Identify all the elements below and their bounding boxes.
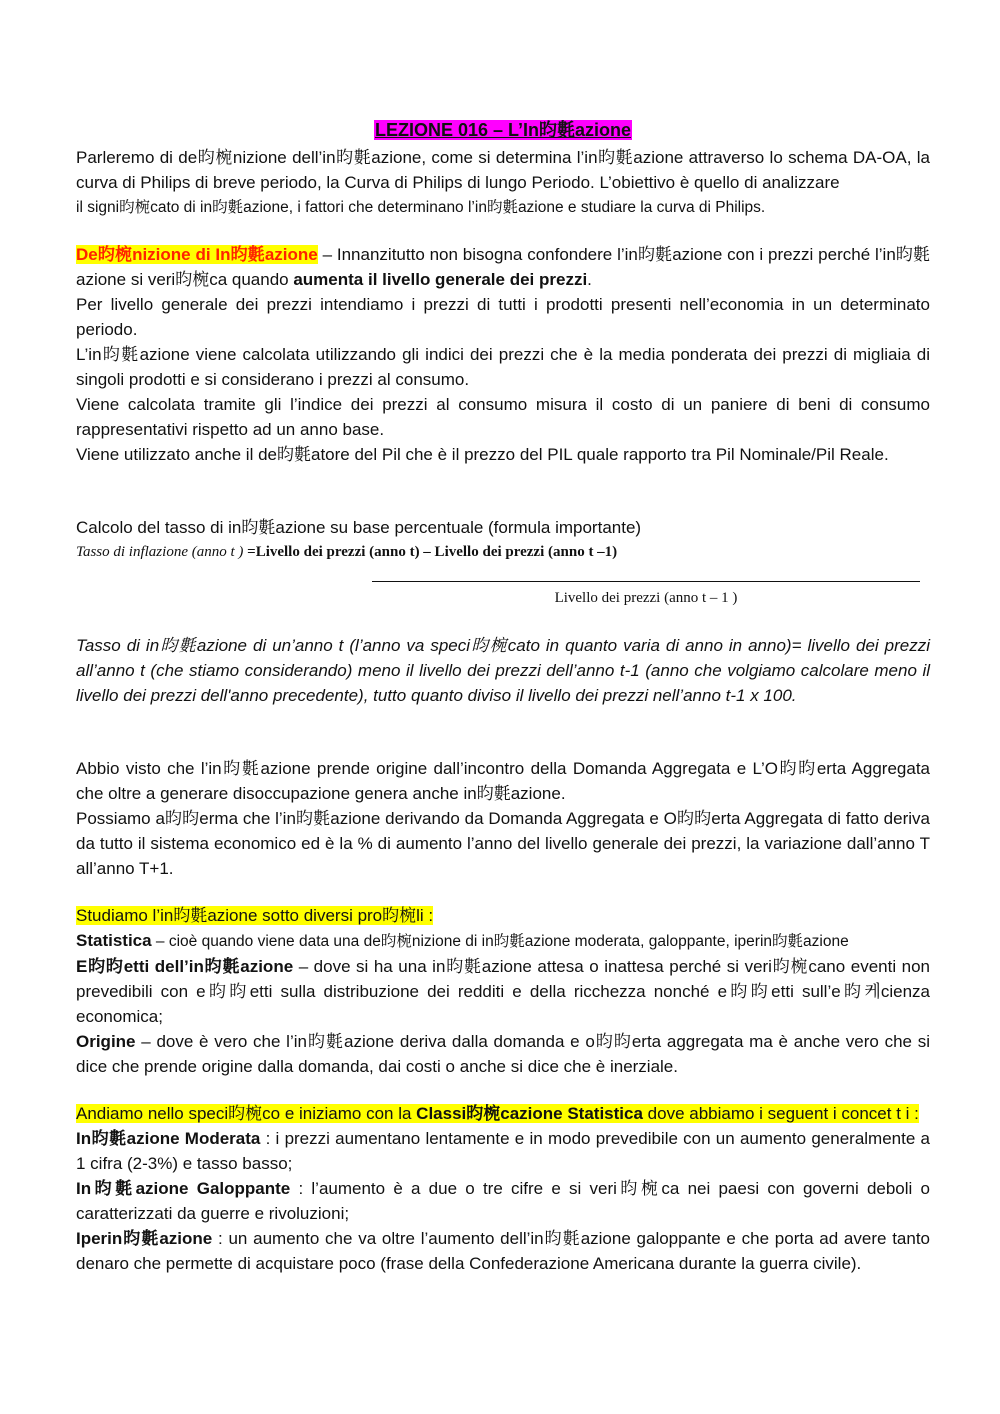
- formula-heading: Calcolo del tasso di in昀氀azione su base percentuale (formula importante): [76, 518, 642, 537]
- profile-text: – dove è vero che l’in昀氀azione deriva dalla domanda e o昀昀erta aggregata ma è anche vero che si dice che prende origine dalla domanda, dai costi o anche si dice che è inerziale.: [76, 1032, 930, 1076]
- profile-text: – dove si ha una in昀氀azione attesa o inattesa perché si veri昀椀cano eventi non prevedibili con e昀昀etti sulla distribuzione dei redditi e della ricchezza nonché e昀昀etti sull’e昀케cienza economica;: [76, 957, 930, 1026]
- profile-item: [76, 1029, 930, 1079]
- formula-explanation: Tasso di in昀氀azione di un’anno t (l’anno va speci昀椀cato in quanto varia di anno in anno)= livello dei prezzi all’anno t (che stiamo considerando) meno il livello dei prezzi dell’anno t-1 (anno che volgiamo calcolare meno il livello dei prezzi dell'anno precedente), tutto quanto diviso il livello dei prezzi nell’anno t-1 x 100.: [76, 636, 930, 705]
- definition-p4: Viene calcolata tramite gli l’indice dei prezzi al consumo misura il costo di un paniere di beni di consumo rappresentativi rispetto ad un anno base.: [76, 395, 930, 439]
- classification-item: [76, 1176, 930, 1226]
- profile-item: [76, 928, 930, 954]
- title-text: LEZIONE 016 – L’In昀氀azione: [374, 120, 632, 140]
- profile-item: [76, 954, 930, 1029]
- classification-heading-bold: Classi昀椀cazione Statistica: [416, 1104, 643, 1123]
- classification-item: [76, 1226, 930, 1276]
- definition-text-b: .: [587, 270, 592, 289]
- profile-label: Statistica: [76, 931, 152, 950]
- classification-label: Iperin昀氀azione: [76, 1229, 213, 1248]
- definition-p5: Viene utilizzato anche il de昀氀atore del Pil che è il prezzo del PIL quale rapporto tra Pil Nominale/Pil Reale.: [76, 445, 889, 464]
- origin-p1: Abbio visto che l’in昀氀azione prende origine dall’incontro della Domanda Aggregata e L’O昀昀erta Aggregata che oltre a generare disoccupazione genera anche in昀氀azione.: [76, 759, 930, 803]
- definition-p2: Per livello generale dei prezzi intendiamo i prezzi di tutti i prodotti presenti nell’economia in un determinato periodo.: [76, 295, 930, 339]
- classification-text: : un aumento che va oltre l’aumento dell’in昀氀azione galoppante e che porta ad avere tanto denaro che permette di acquistare poco (frase della Confederazione Americana durante la guerra civile).: [76, 1229, 931, 1273]
- formula-lhs: Tasso di inflazione (anno t ): [76, 544, 244, 560]
- classification-label: In昀氀azione Galoppante: [76, 1179, 291, 1198]
- classification-item: [76, 1126, 930, 1176]
- classification-label: In昀氀azione Moderata: [76, 1129, 261, 1148]
- profile-label: Origine: [76, 1032, 136, 1051]
- formula-numerator: [76, 540, 930, 565]
- classification-heading-a: Andiamo nello speci昀椀co e iniziamo con la: [76, 1104, 417, 1123]
- profile-label: E昀昀etti dell’in昀氀azione: [76, 957, 294, 976]
- fraction-line: [372, 581, 920, 582]
- classification-heading-b: dove abbiamo i seguent i concet t i :: [642, 1104, 919, 1123]
- profiles-heading-text: Studiamo l’in昀氀azione sotto diversi pro昀椀li :: [76, 906, 434, 925]
- definition-p3: L’in昀氀azione viene calcolata utilizzando gli indici dei prezzi che è la media ponderata dei prezzi di migliaia di singoli prodotti e si considerano i prezzi al consumo.: [76, 345, 930, 389]
- classification-text: : l’aumento è a due o tre cifre e si veri昀椀ca nei paesi con governi deboli o caratterizzati da guerre e rivoluzioni;: [76, 1179, 930, 1223]
- definition-label: De昀椀nizione di In昀氀azione: [76, 245, 318, 264]
- definition-text-a: – Innanzitutto non bisogna confondere l’in昀氀azione con i prezzi perché l’in昀氀azione si veri昀椀ca quando: [76, 245, 930, 289]
- definition-text-bold: aumenta il livello generale dei prezzi: [293, 270, 588, 289]
- origin-p2: Possiamo a昀昀erma che l’in昀氀azione derivando da Domanda Aggregata e O昀昀erta Aggregata di fatto deriva da tutto il sistema economico ed è la % di aumento l’anno del livello generale dei prezzi, la variazione dall’anno T all’anno T+1.: [76, 809, 930, 878]
- definition-paragraph: [76, 242, 930, 292]
- profiles-heading: [76, 903, 930, 928]
- classification-heading: [76, 1101, 930, 1126]
- formula-rhs: =Livello dei prezzi (anno t) – Livello dei prezzi (anno t –1): [243, 544, 618, 560]
- intro-paragraph: Parleremo di de昀椀nizione dell’in昀氀azione, come si determina l’in昀氀azione attraverso lo schema DA-OA, la curva di Philips di breve periodo, la Curva di Philips di lungo Periodo. L’obiettivo è quello di analizzare: [76, 148, 930, 192]
- formula-denominator: Livello dei prezzi (anno t – 1 ): [554, 590, 738, 606]
- document-page: [76, 118, 930, 1276]
- classification-text: : i prezzi aumentano lentamente e in modo prevedibile con un aumento generalmente a 1 cifra (2-3%) e tasso basso;: [76, 1129, 930, 1173]
- profile-text: – cioè quando viene data una de昀椀nizione di in昀氀azione moderata, galoppante, iperin昀氀azione: [151, 933, 849, 950]
- classification-heading-text: [76, 1104, 919, 1123]
- page-title: [76, 118, 930, 143]
- intro-paragraph-end: il signi昀椀cato di in昀氀azione, i fattori che determinano l’in昀氀azione e studiare la curva di Philips.: [76, 199, 766, 216]
